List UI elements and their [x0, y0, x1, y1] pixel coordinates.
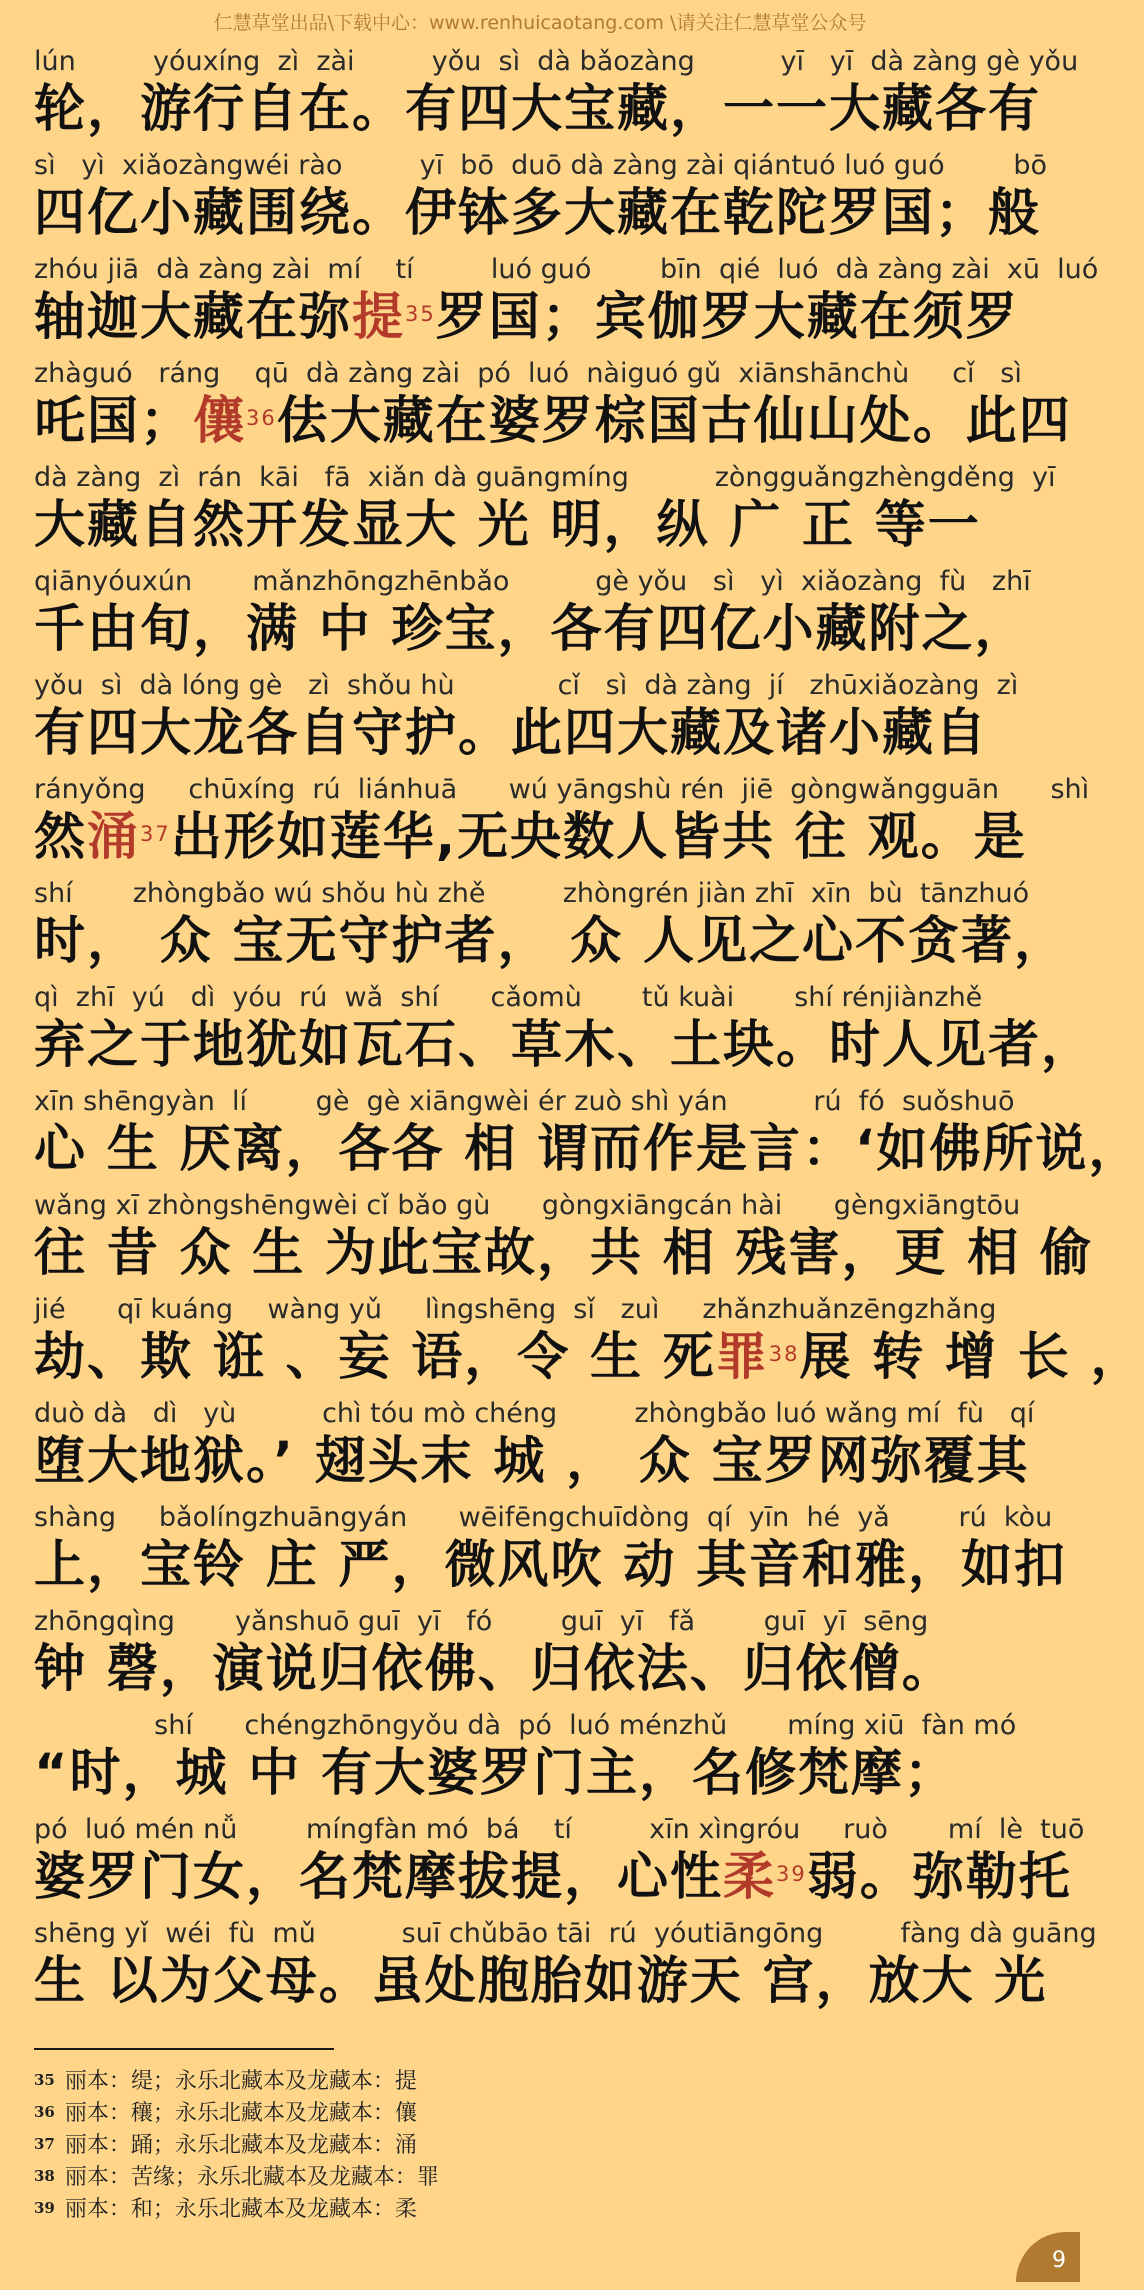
hanzi-line — [34, 1224, 1094, 1288]
pinyin-line: pó luó mén nǚ míngfàn mó bá tí xīn xìngróu ruò mí lè tuō — [34, 1814, 1085, 1845]
hanzi-text: 弱。弥勒托 — [806, 1848, 1072, 1907]
hanzi-line — [34, 1744, 1050, 1808]
hanzi-text: 出形如莲华,无央数人皆共 往 观。是 — [170, 808, 1027, 867]
footnote-text: 丽本：踊；永乐北藏本及龙藏本：涌 — [64, 2133, 417, 2158]
hanzi-line — [34, 1848, 1072, 1912]
pinyin-line: zhōngqìng yǎnshuō guī yī fó guī yī fǎ guī yī sēng — [34, 1606, 929, 1637]
hanzi-line — [34, 184, 1050, 248]
text-line — [34, 1812, 1085, 1916]
variant-character: 涌 — [87, 808, 141, 867]
text-line — [34, 1396, 1050, 1500]
footnote-number: 39 — [34, 2199, 55, 2217]
hanzi-text: 佉大藏在婆罗棕国古仙山处。此四 — [276, 392, 1072, 451]
variant-character: 柔 — [723, 1848, 777, 1907]
text-line — [34, 1084, 1142, 1188]
hanzi-text: 往 昔 众 生 为此宝故，共 相 残害，更 相 偷 — [34, 1224, 1094, 1283]
pinyin-line: dà zàng zì rán kāi fā xiǎn dà guāngmíng zòngguǎngzhèngděng yī — [34, 462, 1056, 493]
hanzi-line — [34, 1952, 1050, 2016]
footnote-item — [34, 2162, 834, 2194]
hanzi-text: 千由旬，满 中 珍宝，各有四亿小藏附之， — [34, 600, 1028, 659]
pinyin-line: lún yóuxíng zì zài yǒu sì dà bǎozàng yī yī dà zàng gè yǒu — [34, 46, 1079, 77]
hanzi-line — [34, 1432, 1050, 1496]
hanzi-line — [34, 80, 1050, 144]
text-line — [34, 1708, 1050, 1812]
text-line — [34, 460, 1056, 564]
hanzi-text: 劫、欺 诳 、妄 语，令 生 死 — [34, 1328, 716, 1387]
hanzi-line — [34, 1640, 1050, 1704]
text-line — [34, 356, 1072, 460]
text-line — [34, 668, 1050, 772]
hanzi-text: 钟 磬，演说归依佛、归依法、归依僧。 — [34, 1640, 955, 1699]
text-line — [34, 1500, 1068, 1604]
text-line — [34, 1604, 1050, 1708]
hanzi-text: “时，城 中 有大婆罗门主，名修梵摩； — [34, 1744, 958, 1803]
footnote-text: 丽本：缇；永乐北藏本及龙藏本：提 — [64, 2069, 417, 2094]
footnote-number: 36 — [34, 2103, 55, 2121]
hanzi-line — [34, 912, 1068, 976]
pinyin-line: shí chéngzhōngyǒu dà pó luó ménzhǔ míng xiū fàn mó — [34, 1710, 1017, 1741]
pinyin-line: xīn shēngyàn lí gè gè xiāngwèi ér zuò shì yán rú fó suǒshuō — [34, 1086, 1015, 1117]
pinyin-line: duò dà dì yù chì tóu mò chéng zhòngbǎo luó wǎng mí fù qí — [34, 1398, 1035, 1429]
hanzi-text: 堕大地狱。’ 翅头末 城 ， 众 宝罗网弥覆其 — [34, 1432, 1030, 1491]
text-line — [34, 772, 1090, 876]
hanzi-line — [34, 1016, 1095, 1080]
page-number: 9 — [1016, 2232, 1080, 2282]
pinyin-line: sì yì xiǎozàngwéi rào yī bō duō dà zàng zài qiántuó luó guó bō — [34, 150, 1048, 181]
hanzi-line — [34, 808, 1050, 872]
text-line — [34, 252, 1099, 356]
footnote-item — [34, 2194, 834, 2226]
pinyin-line: jié qī kuáng wàng yǔ lìngshēng sǐ zuì zhǎnzhuǎnzēngzhǎng — [34, 1294, 997, 1325]
hanzi-line — [34, 392, 1072, 456]
pinyin-line: shí zhòngbǎo wú shǒu hù zhě zhòngrén jiàn zhī xīn bù tānzhuó — [34, 878, 1030, 909]
variant-character: 罪 — [715, 1328, 769, 1387]
hanzi-text: 吒国； — [34, 392, 194, 451]
footnote-ref[interactable]: 38 — [768, 1342, 800, 1366]
hanzi-line — [34, 496, 1050, 560]
hanzi-text: 然 — [34, 808, 88, 867]
hanzi-text: 轴迦大藏在弥 — [34, 288, 353, 347]
page-header: 仁慧草堂出品\下载中心：www.renhuicaotang.com \请关注仁慧草堂公众号 — [213, 12, 867, 34]
pinyin-line: zhàguó ráng qū dà zàng zài pó luó nàiguó gǔ xiānshānchù cǐ sì — [34, 358, 1022, 389]
hanzi-text: 四亿小藏围绕。伊钵多大藏在乾陀罗国；般 — [34, 184, 1042, 243]
footnote-divider — [34, 2048, 334, 2050]
footnote-text: 丽本：穰；永乐北藏本及龙藏本：儴 — [64, 2101, 417, 2126]
hanzi-line — [34, 704, 1050, 768]
footnote-item — [34, 2098, 834, 2130]
text-line — [34, 44, 1079, 148]
footnote-ref[interactable]: 39 — [776, 1862, 807, 1886]
hanzi-line — [34, 600, 1050, 664]
scripture-text — [34, 44, 1144, 2020]
footnote-ref[interactable]: 37 — [140, 822, 171, 846]
hanzi-text: 有四大龙各自守护。此四大藏及诸小藏自 — [34, 704, 989, 763]
text-line — [34, 148, 1050, 252]
hanzi-text: 罗国；宾伽罗大藏在须罗 — [435, 288, 1019, 347]
hanzi-text: 心 生 厌离，各各 相 谓而作是言：‘如佛所说， — [34, 1120, 1142, 1179]
hanzi-text: 大藏自然开发显大 光 明，纵 广 正 等一 — [34, 496, 981, 555]
hanzi-text: 弃之于地犹如瓦石、草木、土块。时人见者， — [34, 1016, 1095, 1075]
text-line — [34, 876, 1068, 980]
hanzi-text: 婆罗门女，名梵摩拔提，心性 — [34, 1848, 724, 1907]
variant-character: 儴 — [193, 392, 247, 451]
footnote-number: 37 — [34, 2135, 55, 2153]
footnote-ref[interactable]: 36 — [246, 406, 277, 430]
text-line — [34, 564, 1050, 668]
hanzi-text: 轮，游行自在。有四大宝藏，一一大藏各有 — [34, 80, 1042, 139]
variant-character: 提 — [352, 288, 406, 347]
footnote-number: 35 — [34, 2071, 55, 2089]
footnote-ref[interactable]: 35 — [405, 302, 436, 326]
footnote-text: 丽本：苦缘；永乐北藏本及龙藏本：罪 — [64, 2165, 439, 2190]
pinyin-line: shēng yǐ wéi fù mǔ suī chǔbāo tāi rú yóutiāngōng fàng dà guāng — [34, 1918, 1097, 1949]
pinyin-line: yǒu sì dà lóng gè zì shǒu hù cǐ sì dà zàng jí zhūxiǎozàng zì — [34, 670, 1019, 701]
footnote-number: 38 — [34, 2167, 55, 2185]
hanzi-line — [34, 1536, 1068, 1600]
hanzi-line — [34, 1120, 1142, 1184]
footnote-item — [34, 2066, 834, 2098]
pinyin-line: wǎng xī zhòngshēngwèi cǐ bǎo gù gòngxiāngcán hài gèngxiāngtōu — [34, 1190, 1021, 1221]
hanzi-text: 时， 众 宝无守护者， 众 人见之心不贪著， — [34, 912, 1068, 971]
text-line — [34, 1916, 1097, 2020]
text-line — [34, 980, 1095, 1084]
hanzi-text: 生 以为父母。虽处胞胎如游天 宫，放大 光 — [34, 1952, 1048, 2011]
pinyin-line: qì zhī yú dì yóu rú wǎ shí cǎomù tǔ kuài shí rénjiànzhě — [34, 982, 983, 1013]
text-line — [34, 1188, 1094, 1292]
pinyin-line: rányǒng chūxíng rú liánhuā wú yāngshù rén jiē gòngwǎngguān shì — [34, 774, 1090, 805]
footnote-item — [34, 2130, 834, 2162]
hanzi-line — [34, 288, 1050, 352]
footnote-text: 丽本：和；永乐北藏本及龙藏本：柔 — [64, 2197, 417, 2222]
hanzi-text: 上，宝铃 庄 严，微风吹 动 其音和雅，如扣 — [34, 1536, 1068, 1595]
pinyin-line: zhóu jiā dà zàng zài mí tí luó guó bīn qié luó dà zàng zài xū luó — [34, 254, 1099, 285]
pinyin-line: qiānyóuxún mǎnzhōngzhēnbǎo gè yǒu sì yì xiǎozàng fù zhī — [34, 566, 1031, 597]
footnotes — [34, 2066, 834, 2226]
pinyin-line: shàng bǎolíngzhuāngyán wēifēngchuīdòng qí yīn hé yǎ rú kòu — [34, 1502, 1053, 1533]
hanzi-line — [34, 1328, 1144, 1392]
text-line — [34, 1292, 1144, 1396]
hanzi-text: 展 转 增 长 ， — [799, 1328, 1144, 1387]
